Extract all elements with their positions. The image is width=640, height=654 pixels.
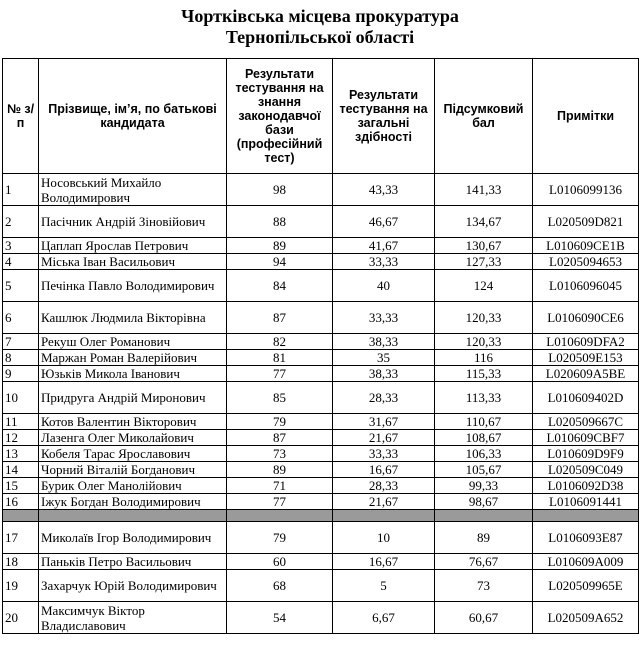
header-notes: Примітки: [533, 59, 639, 174]
total-score: 130,67: [435, 238, 533, 254]
table-header-row: [3, 59, 639, 174]
table-separator: [3, 510, 639, 522]
law-test-score: 98: [227, 174, 333, 206]
row-number: 1: [3, 174, 39, 206]
table-row: [3, 270, 639, 302]
ability-test-score: 16,67: [333, 462, 435, 478]
law-test-score: 89: [227, 462, 333, 478]
candidate-name: Котов Валентин Вікторович: [39, 414, 227, 430]
law-test-score: 89: [227, 238, 333, 254]
ability-test-score: 40: [333, 270, 435, 302]
table-body-bottom: [3, 522, 639, 634]
note-code: L010609402D: [533, 382, 639, 414]
total-score: 127,33: [435, 254, 533, 270]
law-test-score: 84: [227, 270, 333, 302]
candidate-name: Печінка Павло Володимирович: [39, 270, 227, 302]
law-test-score: 79: [227, 414, 333, 430]
note-code: L0106093E87: [533, 522, 639, 554]
separator-row: [3, 510, 639, 522]
note-code: L0106091441: [533, 494, 639, 510]
row-number: 19: [3, 570, 39, 602]
header-name: Прізвище, ім’я, по батькові кандидата: [39, 59, 227, 174]
total-score: 120,33: [435, 334, 533, 350]
candidate-name: Придруга Андрій Миронович: [39, 382, 227, 414]
candidate-name: Юзьків Микола Іванович: [39, 366, 227, 382]
law-test-score: 87: [227, 302, 333, 334]
ability-test-score: 33,33: [333, 302, 435, 334]
law-test-score: 68: [227, 570, 333, 602]
document-subtitle: Тернопільської області: [225, 27, 415, 47]
table-row: [3, 446, 639, 462]
row-number: 13: [3, 446, 39, 462]
total-score: 134,67: [435, 206, 533, 238]
law-test-score: 77: [227, 366, 333, 382]
table-row: [3, 602, 639, 634]
table-row: [3, 554, 639, 570]
note-code: L020509D821: [533, 206, 639, 238]
candidate-name: Максимчук Віктор Владиславович: [39, 602, 227, 634]
total-score: 124: [435, 270, 533, 302]
row-number: 17: [3, 522, 39, 554]
note-code: L020509C049: [533, 462, 639, 478]
candidate-name: Кашлюк Людмила Вікторівна: [39, 302, 227, 334]
candidate-name: Носовський Михайло Володимирович: [39, 174, 227, 206]
ability-test-score: 41,67: [333, 238, 435, 254]
header-total: Підсумковий бал: [435, 59, 533, 174]
law-test-score: 71: [227, 478, 333, 494]
table-row: [3, 350, 639, 366]
total-score: 99,33: [435, 478, 533, 494]
table-row: [3, 302, 639, 334]
law-test-score: 60: [227, 554, 333, 570]
row-number: 16: [3, 494, 39, 510]
total-score: 76,67: [435, 554, 533, 570]
ability-test-score: 43,33: [333, 174, 435, 206]
row-number: 9: [3, 366, 39, 382]
row-number: 2: [3, 206, 39, 238]
results-table: [2, 58, 639, 634]
row-number: 6: [3, 302, 39, 334]
table-row: [3, 430, 639, 446]
row-number: 15: [3, 478, 39, 494]
note-code: L0106096045: [533, 270, 639, 302]
note-code: L020609A5BE: [533, 366, 639, 382]
law-test-score: 73: [227, 446, 333, 462]
row-number: 5: [3, 270, 39, 302]
row-number: 3: [3, 238, 39, 254]
ability-test-score: 38,33: [333, 334, 435, 350]
candidate-name: Миколаїв Ігор Володимирович: [39, 522, 227, 554]
note-code: L0106092D38: [533, 478, 639, 494]
candidate-name: Захарчук Юрій Володимирович: [39, 570, 227, 602]
ability-test-score: 6,67: [333, 602, 435, 634]
table-row: [3, 414, 639, 430]
candidate-name: Маржан Роман Валерійович: [39, 350, 227, 366]
candidate-name: Іжук Богдан Володимирович: [39, 494, 227, 510]
ability-test-score: 21,67: [333, 430, 435, 446]
ability-test-score: 31,67: [333, 414, 435, 430]
table-row: [3, 494, 639, 510]
header-ability-test: Результати тестування на загальні здібності: [333, 59, 435, 174]
law-test-score: 54: [227, 602, 333, 634]
table-body-top: [3, 174, 639, 510]
total-score: 98,67: [435, 494, 533, 510]
candidate-name: Кобеля Тарас Ярославович: [39, 446, 227, 462]
total-score: 116: [435, 350, 533, 366]
row-number: 12: [3, 430, 39, 446]
candidate-name: Міська Іван Васильович: [39, 254, 227, 270]
law-test-score: 79: [227, 522, 333, 554]
ability-test-score: 33,33: [333, 254, 435, 270]
note-code: L010609A009: [533, 554, 639, 570]
note-code: L0106099136: [533, 174, 639, 206]
table-row: [3, 254, 639, 270]
row-number: 14: [3, 462, 39, 478]
ability-test-score: 10: [333, 522, 435, 554]
law-test-score: 88: [227, 206, 333, 238]
candidate-name: Бурик Олег Манолійович: [39, 478, 227, 494]
candidate-name: Пасічник Андрій Зіновійович: [39, 206, 227, 238]
candidate-name: Цаплап Ярослав Петрович: [39, 238, 227, 254]
total-score: 141,33: [435, 174, 533, 206]
row-number: 10: [3, 382, 39, 414]
candidate-name: Лазенга Олег Миколайович: [39, 430, 227, 446]
row-number: 8: [3, 350, 39, 366]
law-test-score: 77: [227, 494, 333, 510]
note-code: L010609D9F9: [533, 446, 639, 462]
law-test-score: 94: [227, 254, 333, 270]
note-code: L0106090CE6: [533, 302, 639, 334]
ability-test-score: 16,67: [333, 554, 435, 570]
table-row: [3, 206, 639, 238]
note-code: L020509965E: [533, 570, 639, 602]
table-row: [3, 238, 639, 254]
row-number: 7: [3, 334, 39, 350]
ability-test-score: 33,33: [333, 446, 435, 462]
total-score: 113,33: [435, 382, 533, 414]
total-score: 73: [435, 570, 533, 602]
row-number: 11: [3, 414, 39, 430]
total-score: 110,67: [435, 414, 533, 430]
ability-test-score: 28,33: [333, 478, 435, 494]
ability-test-score: 38,33: [333, 366, 435, 382]
total-score: 105,67: [435, 462, 533, 478]
header-law-test: Результати тестування на знання законодавчої бази (професійний тест): [227, 59, 333, 174]
table-row: [3, 522, 639, 554]
law-test-score: 81: [227, 350, 333, 366]
document-title: Чортківська місцева прокуратура: [181, 6, 459, 26]
ability-test-score: 28,33: [333, 382, 435, 414]
candidate-name: Рекуш Олег Романович: [39, 334, 227, 350]
candidate-name: Чорний Віталій Богданович: [39, 462, 227, 478]
note-code: L010609CE1B: [533, 238, 639, 254]
candidate-name: Паньків Петро Васильович: [39, 554, 227, 570]
table-row: [3, 174, 639, 206]
total-score: 89: [435, 522, 533, 554]
table-row: [3, 334, 639, 350]
ability-test-score: 46,67: [333, 206, 435, 238]
note-code: L0205094653: [533, 254, 639, 270]
header-num: № з/п: [3, 59, 39, 174]
table-row: [3, 570, 639, 602]
table-row: [3, 462, 639, 478]
ability-test-score: 21,67: [333, 494, 435, 510]
total-score: 108,67: [435, 430, 533, 446]
total-score: 120,33: [435, 302, 533, 334]
row-number: 18: [3, 554, 39, 570]
total-score: 106,33: [435, 446, 533, 462]
law-test-score: 82: [227, 334, 333, 350]
note-code: L020509E153: [533, 350, 639, 366]
law-test-score: 85: [227, 382, 333, 414]
note-code: L020509A652: [533, 602, 639, 634]
law-test-score: 87: [227, 430, 333, 446]
row-number: 20: [3, 602, 39, 634]
table-row: [3, 382, 639, 414]
ability-test-score: 5: [333, 570, 435, 602]
note-code: L010609CBF7: [533, 430, 639, 446]
total-score: 60,67: [435, 602, 533, 634]
note-code: L010609DFA2: [533, 334, 639, 350]
row-number: 4: [3, 254, 39, 270]
total-score: 115,33: [435, 366, 533, 382]
table-row: [3, 366, 639, 382]
ability-test-score: 35: [333, 350, 435, 366]
table-row: [3, 478, 639, 494]
note-code: L020509667C: [533, 414, 639, 430]
